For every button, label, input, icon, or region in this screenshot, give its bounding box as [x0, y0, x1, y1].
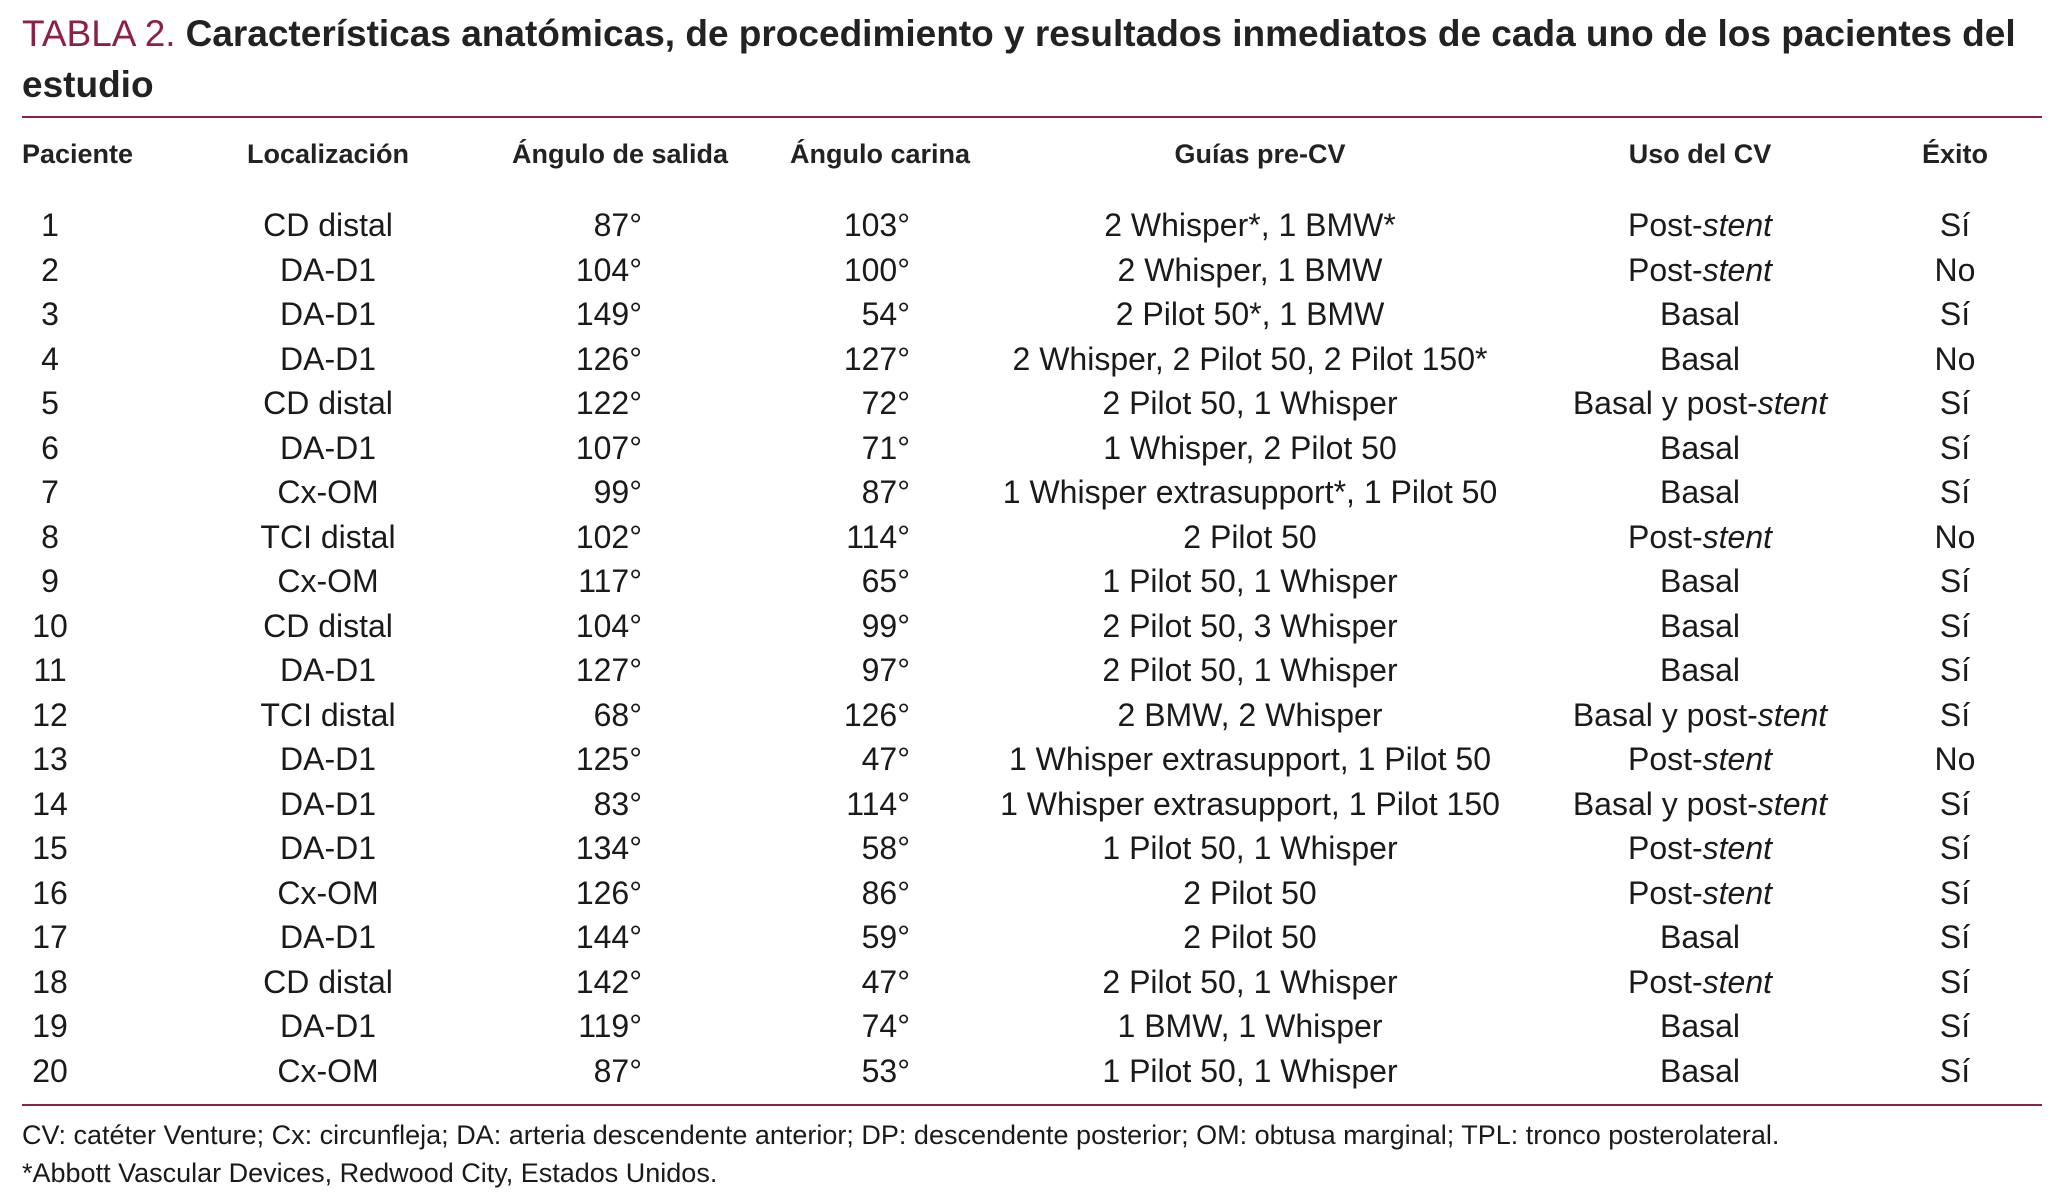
cell-angulo-salida: 107° — [575, 429, 642, 466]
cell-guias: 1 Whisper extrasupport, 1 Pilot 50 — [1008, 741, 1491, 777]
footnote-abbreviations: CV: catéter Venture; Cx: circunfleja; DA: arteria descendente anterior; DP: descendente posterior; OM: obtusa marginal; TPL: tronco posterolateral. — [22, 1120, 1780, 1150]
cell-uso-italic: stent — [1757, 785, 1828, 822]
bottom-rule — [22, 1104, 2042, 1106]
cell-angulo-salida: 125° — [575, 741, 642, 777]
cell-exito: Sí — [1939, 607, 1971, 644]
table-row — [0, 203, 2050, 247]
cell-paciente: 10 — [32, 607, 68, 644]
cell-uso-italic: stent — [1757, 696, 1828, 733]
cell-guias: 2 Pilot 50, 1 Whisper — [1102, 652, 1398, 688]
cell-angulo-salida: 102° — [575, 518, 642, 555]
cell-uso-text: Basal — [1659, 1008, 1741, 1044]
header-angulo-salida: Ángulo de salida — [511, 139, 729, 169]
cell-uso-text: Post- — [1627, 207, 1703, 243]
cell-localizacion: CD distal — [263, 207, 393, 243]
cell-uso-italic: stent — [1757, 385, 1828, 421]
cell-localizacion: DA-D1 — [279, 741, 376, 777]
table-row — [0, 292, 2050, 336]
cell-guias: 1 Pilot 50, 1 Whisper — [1102, 563, 1398, 599]
table-row — [0, 470, 2050, 514]
header-uso: Uso del CV — [1628, 139, 1772, 169]
cell-uso — [1520, 648, 1880, 692]
cell-paciente: 12 — [32, 696, 68, 733]
table-header-row — [0, 130, 2050, 178]
cell-localizacion: CD distal — [263, 385, 393, 421]
cell-uso-italic: stent — [1702, 874, 1773, 911]
cell-paciente: 16 — [32, 874, 68, 911]
cell-exito: Sí — [1939, 563, 1971, 599]
cell-paciente: 20 — [32, 1052, 68, 1089]
footnote-manufacturer: *Abbott Vascular Devices, Redwood City, Estados Unidos. — [22, 1158, 718, 1188]
cell-angulo-carina: 103° — [843, 207, 910, 243]
table-row — [0, 782, 2050, 826]
cell-exito: Sí — [1939, 474, 1971, 510]
cell-guias: 2 Whisper, 1 BMW — [1117, 251, 1383, 288]
cell-localizacion: DA-D1 — [279, 251, 376, 288]
cell-localizacion: Cx-OM — [277, 874, 379, 911]
cell-guias: 1 BMW, 1 Whisper — [1117, 1008, 1383, 1044]
cell-guias: 2 Pilot 50 — [1183, 518, 1317, 555]
cell-angulo-carina: 127° — [843, 340, 910, 377]
table-row — [0, 248, 2050, 292]
table-caption: Características anatómicas, de procedimiento y resultados inmediatos de cada uno de los pacientes del estudio — [22, 13, 2016, 105]
cell-uso-text: Post- — [1627, 518, 1703, 555]
cell-guias: 2 Pilot 50*, 1 BMW — [1115, 296, 1385, 332]
table-row — [0, 648, 2050, 692]
cell-angulo-salida: 87° — [593, 1052, 642, 1089]
cell-localizacion: CD distal — [263, 607, 393, 644]
cell-uso-text: Post- — [1627, 963, 1703, 1000]
cell-localizacion: TCI distal — [260, 518, 396, 555]
table-row — [0, 1049, 2050, 1093]
cell-exito: Sí — [1939, 785, 1971, 822]
cell-localizacion: DA-D1 — [279, 652, 376, 688]
cell-paciente: 18 — [32, 963, 68, 1000]
header-localizacion: Localización — [246, 139, 410, 169]
cell-angulo-carina: 47° — [861, 963, 910, 1000]
cell-paciente: 13 — [32, 741, 68, 777]
cell-uso-text: Basal — [1659, 919, 1741, 955]
cell-uso — [1520, 737, 1880, 781]
cell-localizacion: DA-D1 — [279, 919, 376, 955]
cell-uso — [1520, 292, 1880, 336]
cell-uso — [1520, 1049, 1880, 1093]
cell-guias: 2 Pilot 50 — [1183, 874, 1317, 911]
cell-paciente: 2 — [41, 251, 59, 288]
cell-uso-text: Post- — [1627, 830, 1703, 866]
cell-angulo-salida: 126° — [575, 874, 642, 911]
cell-angulo-carina: 126° — [843, 696, 910, 733]
cell-angulo-carina: 58° — [861, 830, 910, 866]
cell-localizacion: DA-D1 — [279, 340, 376, 377]
cell-angulo-salida: 117° — [578, 563, 642, 599]
cell-angulo-salida: 122° — [575, 385, 642, 421]
cell-paciente: 9 — [41, 563, 59, 599]
cell-uso — [1520, 203, 1880, 247]
cell-uso — [1520, 693, 1880, 737]
cell-uso-text: Basal — [1659, 429, 1741, 466]
cell-angulo-salida: 126° — [575, 340, 642, 377]
cell-uso-italic: stent — [1702, 518, 1773, 555]
cell-exito: No — [1934, 518, 1976, 555]
cell-guias: 1 Whisper, 2 Pilot 50 — [1103, 429, 1397, 466]
cell-uso-italic: stent — [1702, 251, 1773, 288]
cell-exito: Sí — [1939, 919, 1971, 955]
cell-angulo-salida: 144° — [575, 919, 642, 955]
cell-uso-text: Basal — [1659, 607, 1741, 644]
cell-exito: No — [1934, 340, 1976, 377]
table-row — [0, 960, 2050, 1004]
cell-guias: 2 BMW, 2 Whisper — [1117, 696, 1383, 733]
cell-angulo-salida: 134° — [575, 830, 642, 866]
cell-angulo-carina: 65° — [861, 563, 910, 599]
cell-angulo-carina: 54° — [861, 296, 910, 332]
cell-localizacion: DA-D1 — [279, 1008, 376, 1044]
cell-uso — [1520, 960, 1880, 1004]
cell-guias: 1 Whisper extrasupport, 1 Pilot 150 — [1000, 785, 1500, 822]
cell-uso-text: Basal y post- — [1572, 785, 1758, 822]
cell-exito: Sí — [1939, 207, 1971, 243]
cell-angulo-salida: 127° — [575, 652, 642, 688]
cell-angulo-salida: 142° — [575, 963, 642, 1000]
cell-uso-text: Basal — [1659, 340, 1741, 377]
cell-exito: Sí — [1939, 696, 1971, 733]
cell-paciente: 3 — [41, 296, 59, 332]
table-title — [22, 8, 2022, 110]
cell-angulo-salida: 104° — [575, 607, 642, 644]
cell-angulo-carina: 72° — [861, 385, 910, 421]
cell-paciente: 17 — [32, 919, 68, 955]
cell-localizacion: DA-D1 — [279, 785, 376, 822]
top-rule — [22, 116, 2042, 118]
cell-uso-text: Basal — [1659, 296, 1741, 332]
cell-paciente: 11 — [33, 652, 67, 688]
cell-angulo-salida: 87° — [593, 207, 642, 243]
cell-localizacion: DA-D1 — [279, 296, 376, 332]
table-row — [0, 559, 2050, 603]
cell-guias: 1 Whisper extrasupport*, 1 Pilot 50 — [1002, 474, 1498, 510]
cell-exito: Sí — [1939, 1052, 1971, 1089]
cell-angulo-salida: 83° — [593, 785, 642, 822]
cell-angulo-carina: 114° — [846, 518, 910, 555]
table-row — [0, 915, 2050, 959]
cell-guias: 2 Whisper, 2 Pilot 50, 2 Pilot 150* — [1012, 340, 1488, 377]
cell-uso-italic: stent — [1702, 830, 1773, 866]
table-row — [0, 693, 2050, 737]
cell-localizacion: DA-D1 — [279, 429, 376, 466]
cell-uso — [1520, 604, 1880, 648]
cell-angulo-carina: 53° — [861, 1052, 910, 1089]
cell-paciente: 7 — [41, 474, 59, 510]
cell-uso — [1520, 871, 1880, 915]
header-exito: Éxito — [1921, 139, 1988, 169]
cell-uso-text: Post- — [1627, 741, 1703, 777]
cell-uso-text: Post- — [1627, 251, 1703, 288]
cell-paciente: 4 — [41, 340, 59, 377]
cell-guias: 1 Pilot 50, 1 Whisper — [1102, 1052, 1398, 1089]
cell-paciente: 6 — [41, 429, 59, 466]
cell-uso — [1520, 470, 1880, 514]
cell-localizacion: Cx-OM — [277, 563, 379, 599]
header-paciente: Paciente — [22, 139, 134, 169]
cell-uso-text: Basal — [1659, 652, 1741, 688]
cell-localizacion: Cx-OM — [277, 1052, 379, 1089]
cell-angulo-salida: 104° — [575, 251, 642, 288]
cell-uso — [1520, 248, 1880, 292]
cell-exito: Sí — [1939, 1008, 1971, 1044]
cell-guias: 2 Pilot 50, 1 Whisper — [1102, 385, 1398, 421]
cell-angulo-carina: 47° — [861, 741, 910, 777]
cell-angulo-carina: 99° — [861, 607, 910, 644]
cell-uso-text: Basal — [1659, 474, 1741, 510]
table-row — [0, 871, 2050, 915]
cell-exito: Sí — [1939, 830, 1971, 866]
cell-exito: Sí — [1939, 296, 1971, 332]
cell-angulo-carina: 97° — [861, 652, 910, 688]
cell-exito: Sí — [1939, 874, 1971, 911]
cell-exito: No — [1934, 251, 1976, 288]
table-row — [0, 426, 2050, 470]
cell-angulo-carina: 100° — [843, 251, 910, 288]
table-label: TABLA 2. — [22, 13, 176, 54]
cell-angulo-carina: 71° — [861, 429, 910, 466]
cell-paciente: 14 — [32, 785, 68, 822]
cell-exito: No — [1934, 741, 1976, 777]
cell-uso — [1520, 515, 1880, 559]
header-angulo-carina: Ángulo carina — [789, 139, 971, 169]
table-row — [0, 337, 2050, 381]
cell-uso — [1520, 915, 1880, 959]
cell-angulo-carina: 74° — [861, 1008, 910, 1044]
cell-guias: 2 Pilot 50, 1 Whisper — [1102, 963, 1398, 1000]
cell-angulo-salida: 149° — [575, 296, 642, 332]
cell-guias: 2 Pilot 50, 3 Whisper — [1102, 607, 1398, 644]
cell-uso — [1520, 782, 1880, 826]
cell-guias: 2 Whisper*, 1 BMW* — [1104, 207, 1396, 243]
cell-exito: Sí — [1939, 652, 1971, 688]
cell-paciente: 5 — [41, 385, 59, 421]
cell-uso — [1520, 1004, 1880, 1048]
cell-localizacion: Cx-OM — [277, 474, 379, 510]
cell-uso-italic: stent — [1702, 963, 1773, 1000]
cell-uso-text: Basal — [1659, 1052, 1741, 1089]
cell-uso-italic: stent — [1702, 207, 1773, 243]
cell-uso-text: Basal y post- — [1572, 385, 1758, 421]
cell-uso — [1520, 559, 1880, 603]
cell-uso-text: Basal — [1659, 563, 1741, 599]
table-row — [0, 737, 2050, 781]
table-row — [0, 604, 2050, 648]
cell-exito: Sí — [1939, 429, 1971, 466]
table-row — [0, 826, 2050, 870]
cell-angulo-carina: 59° — [861, 919, 910, 955]
cell-paciente: 1 — [41, 207, 59, 243]
cell-angulo-carina: 114° — [846, 785, 910, 822]
cell-angulo-salida: 99° — [593, 474, 642, 510]
table-row — [0, 515, 2050, 559]
header-guias: Guías pre-CV — [1174, 139, 1346, 169]
cell-paciente: 15 — [32, 830, 68, 866]
cell-angulo-salida: 68° — [593, 696, 642, 733]
cell-angulo-salida: 119° — [578, 1008, 642, 1044]
cell-uso — [1520, 381, 1880, 425]
cell-angulo-carina: 87° — [861, 474, 910, 510]
cell-uso-italic: stent — [1702, 741, 1773, 777]
cell-guias: 1 Pilot 50, 1 Whisper — [1102, 830, 1398, 866]
cell-localizacion: CD distal — [263, 963, 393, 1000]
cell-paciente: 19 — [32, 1008, 68, 1044]
cell-uso-text: Basal y post- — [1572, 696, 1758, 733]
cell-uso-text: Post- — [1627, 874, 1703, 911]
cell-exito: Sí — [1939, 385, 1971, 421]
cell-localizacion: TCI distal — [260, 696, 396, 733]
cell-exito: Sí — [1939, 963, 1971, 1000]
cell-uso — [1520, 826, 1880, 870]
cell-guias: 2 Pilot 50 — [1183, 919, 1317, 955]
cell-paciente: 8 — [41, 518, 59, 555]
cell-localizacion: DA-D1 — [279, 830, 376, 866]
cell-uso — [1520, 426, 1880, 470]
cell-uso — [1520, 337, 1880, 381]
cell-angulo-carina: 86° — [861, 874, 910, 911]
table-row — [0, 1004, 2050, 1048]
table-row — [0, 381, 2050, 425]
